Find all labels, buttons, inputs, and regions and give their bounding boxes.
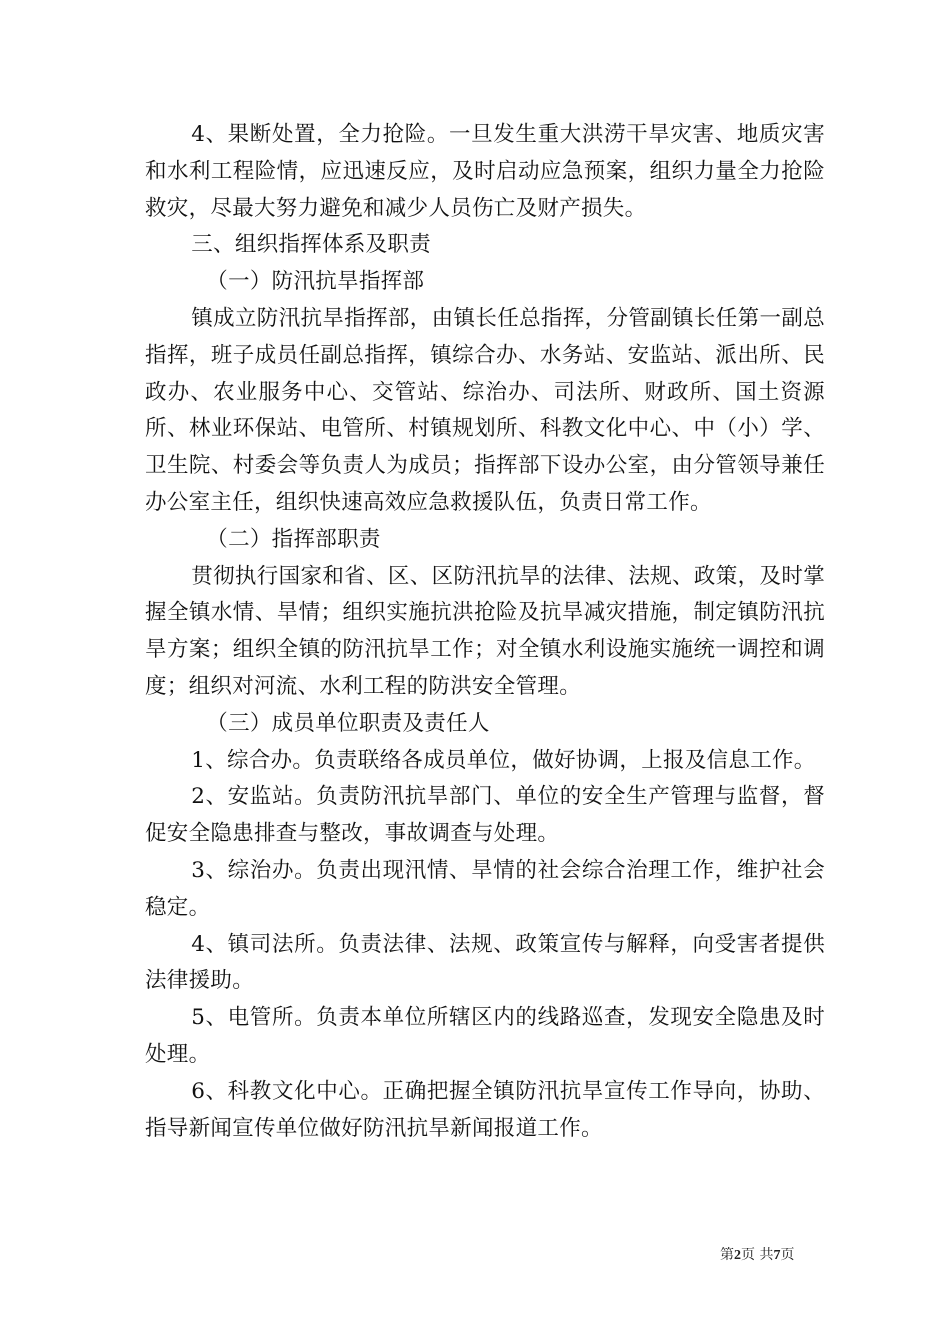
list-item: 1、综合办。负责联络各成员单位，做好协调，上报及信息工作。 [191, 747, 816, 773]
section-heading-3: 三、组织指挥体系及职责 [191, 232, 432, 258]
list-item: 4、镇司法所。负责法律、法规、政策宣传与解释，向受害者提供法律援助。 [145, 931, 825, 994]
paragraph-duties: 贯彻执行国家和省、区、区防汛抗旱的法律、法规、政策，及时掌握全镇水情、旱情；组织实施抗洪抢险及抗旱减灾措施，制定镇防汛抗旱方案；组织全镇的防汛抗旱工作；对全镇水利设施实施统一调控和调度；组织对河流、水利工程的防洪安全管理。 [145, 563, 825, 699]
footer-suffix: 页 [780, 1247, 795, 1263]
list-item: 2、安监站。负责防汛抗旱部门、单位的安全生产管理与监督，督促安全隐患排查与整改，事故调查与处理。 [145, 784, 825, 847]
footer-prefix: 第 [720, 1247, 734, 1263]
paragraph-measure-4: 4、果断处置，全力抢险。一旦发生重大洪涝干旱灾害、地质灾害和水利工程险情，应迅速反应，及时启动应急预案，组织力量全力抢险救灾，尽最大努力避免和减少人员伤亡及财产损失。 [145, 122, 825, 221]
total-page-number: 7 [773, 1248, 781, 1263]
page-number-footer [720, 1246, 794, 1265]
subsection-heading-2: （二）指挥部职责 [206, 526, 381, 552]
subsection-heading-1: （一）防汛抗旱指挥部 [206, 269, 425, 295]
footer-middle: 页 共 [741, 1247, 774, 1263]
current-page-number: 2 [734, 1248, 741, 1263]
list-item: 6、科教文化中心。正确把握全镇防汛抗旱宣传工作导向，协助、指导新闻宣传单位做好防汛抗旱新闻报道工作。 [145, 1078, 825, 1141]
list-item: 3、综治办。负责出现汛情、旱情的社会综合治理工作，维护社会稳定。 [145, 857, 825, 920]
document-body [145, 117, 825, 1147]
list-item: 5、电管所。负责本单位所辖区内的线路巡查，发现安全隐患及时处理。 [145, 1005, 825, 1067]
paragraph-headquarters: 镇成立防汛抗旱指挥部，由镇长任总指挥，分管副镇长任第一副总指挥，班子成员任副总指挥，镇综合办、水务站、安监站、派出所、民政办、农业服务中心、交管站、综治办、司法所、财政所、国土资源所、林业环保站、电管所、村镇规划所、科教文化中心、中（小）学、卫生院、村委会等负责人为成员；指挥部下设办公室，由分管领导兼任办公室主任，组织快速高效应急救援队伍，负责日常工作。 [145, 305, 825, 515]
subsection-heading-3: （三）成员单位职责及责任人 [206, 710, 490, 736]
